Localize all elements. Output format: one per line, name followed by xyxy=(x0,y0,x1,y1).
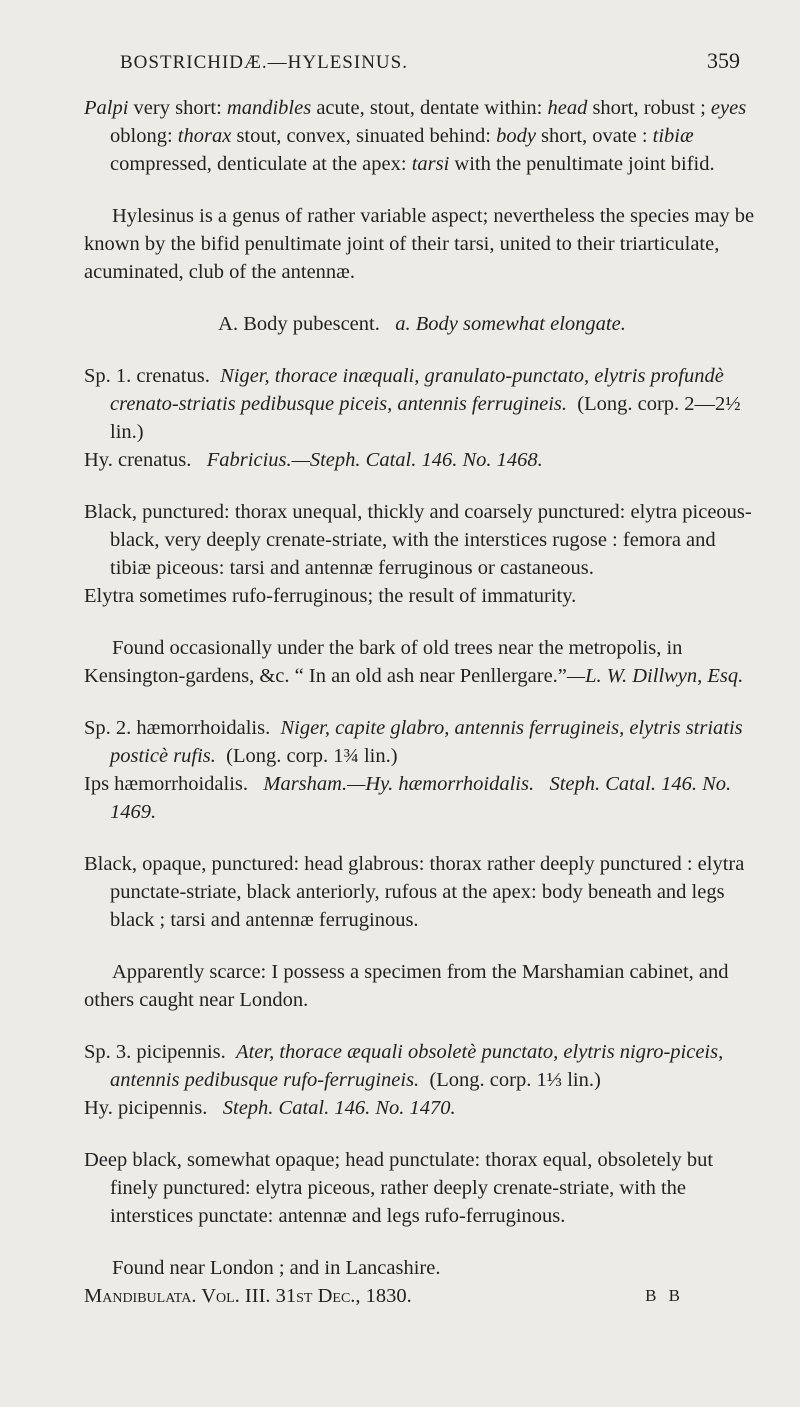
species-1-diagnosis xyxy=(84,362,760,446)
species-1-length: (Long. corp. 2—2½ lin.) xyxy=(110,393,741,443)
species-3-synonym-name: Hy. picipennis. xyxy=(84,1097,208,1119)
section-heading-b: a. Body somewhat elongate. xyxy=(395,313,626,335)
species-1-habitat-text: Found occasionally under the bark of old trees near the metropolis, in Kensington-gardens, &c. “ In an old ash near Penllergare.” xyxy=(84,637,683,687)
species-2-length: (Long. corp. 1¾ lin.) xyxy=(226,745,398,767)
species-1-habitat-author: —L. W. Dillwyn, Esq. xyxy=(566,665,744,687)
section-heading xyxy=(84,310,760,338)
body-text: short, ovate : xyxy=(535,125,653,147)
species-2-synonymy xyxy=(84,770,760,826)
species-3-length: (Long. corp. 1⅓ lin.) xyxy=(429,1069,601,1091)
species-2-synonym-ref: Marsham.—Hy. hæmorrhoidalis. xyxy=(263,773,535,795)
species-1-variety: Elytra sometimes rufo-ferruginous; the result of immaturity. xyxy=(84,585,577,607)
head-label: head xyxy=(547,97,588,119)
tarsi-label: tarsi xyxy=(411,153,450,175)
tibiae-label: tibiæ xyxy=(652,125,694,147)
species-2-diagnosis xyxy=(84,714,760,770)
species-1-description: Black, punctured: thorax unequal, thickly and coarsely punctured: elytra piceous-black, very deeply crenate-striate, with the interstices rugose : femora and tibiæ piceous: tarsi and antennæ ferruginous or castaneous. xyxy=(84,501,752,579)
thorax-label: thorax xyxy=(177,125,232,147)
mandibles-label: mandibles xyxy=(226,97,312,119)
species-2-synonym-catal: Steph. Catal. 146. No. 1469. xyxy=(110,773,732,823)
page-number: 359 xyxy=(707,48,740,73)
thorax-text: stout, convex, sinuated behind: xyxy=(231,125,497,147)
palpi-text: very short: xyxy=(128,97,227,119)
species-3-latin: Ater, thorace æquali obsoletè punctato, elytris nigro-piceis, antennis pedibusque rufo-ferrugineis. xyxy=(110,1041,724,1091)
section-heading-a: A. Body pubescent. xyxy=(218,313,380,335)
mandibles-text: acute, stout, dentate within: xyxy=(311,97,548,119)
tarsi-text: with the penultimate joint bifid. xyxy=(449,153,715,175)
species-2-latin: Niger, capite glabro, antennis ferrugineis, elytris striatis posticè rufis. xyxy=(110,717,743,767)
eyes-text: oblong: xyxy=(110,125,178,147)
signature-mark: B B xyxy=(645,1286,684,1305)
tibiae-text: compressed, denticulate at the apex: xyxy=(110,153,412,175)
species-1-label: Sp. 1. crenatus. xyxy=(84,365,210,387)
species-1-synonymy xyxy=(84,446,760,474)
genus-note: Hylesinus is a genus of rather variable aspect; nevertheless the species may be known by the bifid penultimate joint of their tarsi, united to their triarticulate, acuminated, club of the antennæ. xyxy=(84,205,755,283)
page-footer xyxy=(84,1282,760,1310)
species-3-diagnosis xyxy=(84,1038,760,1094)
species-2-habitat: Apparently scarce: I possess a specimen from the Marshamian cabinet, and others caught near London. xyxy=(84,961,729,1011)
species-3-synonymy xyxy=(84,1094,760,1122)
species-2-description: Black, opaque, punctured: head glabrous: thorax rather deeply punctured : elytra punctate-striate, black anteriorly, rufous at the apex: body beneath and legs black ; tarsi and antennæ ferruginous. xyxy=(84,853,745,931)
genus-characters xyxy=(84,94,760,178)
species-1-habitat xyxy=(84,634,760,690)
running-head xyxy=(84,48,760,82)
species-1-latin: Niger, thorace inæquali, granulato-punctato, elytris profundè crenato-striatis pedibusque piceis, antennis ferrugineis. xyxy=(110,365,724,415)
eyes-label: eyes xyxy=(710,97,747,119)
palpi-label: Palpi xyxy=(84,97,129,119)
species-2-label: Sp. 2. hæmorrhoidalis. xyxy=(84,717,271,739)
species-1-synonym-ref: Fabricius.—Steph. Catal. 146. No. 1468. xyxy=(206,449,543,471)
head-text: short, robust ; xyxy=(587,97,711,119)
species-2-synonym-name: Ips hæmorrhoidalis. xyxy=(84,773,248,795)
species-3-habitat: Found near London ; and in Lancashire. xyxy=(112,1257,441,1279)
species-1-synonym-name: Hy. crenatus. xyxy=(84,449,192,471)
species-3-synonym-ref: Steph. Catal. 146. No. 1470. xyxy=(222,1097,456,1119)
footer-series: Mandibulata. Vol. III. 31st Dec., 1830. xyxy=(84,1285,412,1307)
species-3-label: Sp. 3. picipennis. xyxy=(84,1041,226,1063)
body-label: body xyxy=(496,125,536,147)
species-3-description: Deep black, somewhat opaque; head punctulate: thorax equal, obsoletely but finely punctured: elytra piceous, rather deeply crenate-striate, with the interstices punctate: antennæ and legs rufo-ferruginous. xyxy=(84,1149,714,1227)
running-title: BOSTRICHIDÆ.—HYLESINUS. xyxy=(120,52,408,73)
